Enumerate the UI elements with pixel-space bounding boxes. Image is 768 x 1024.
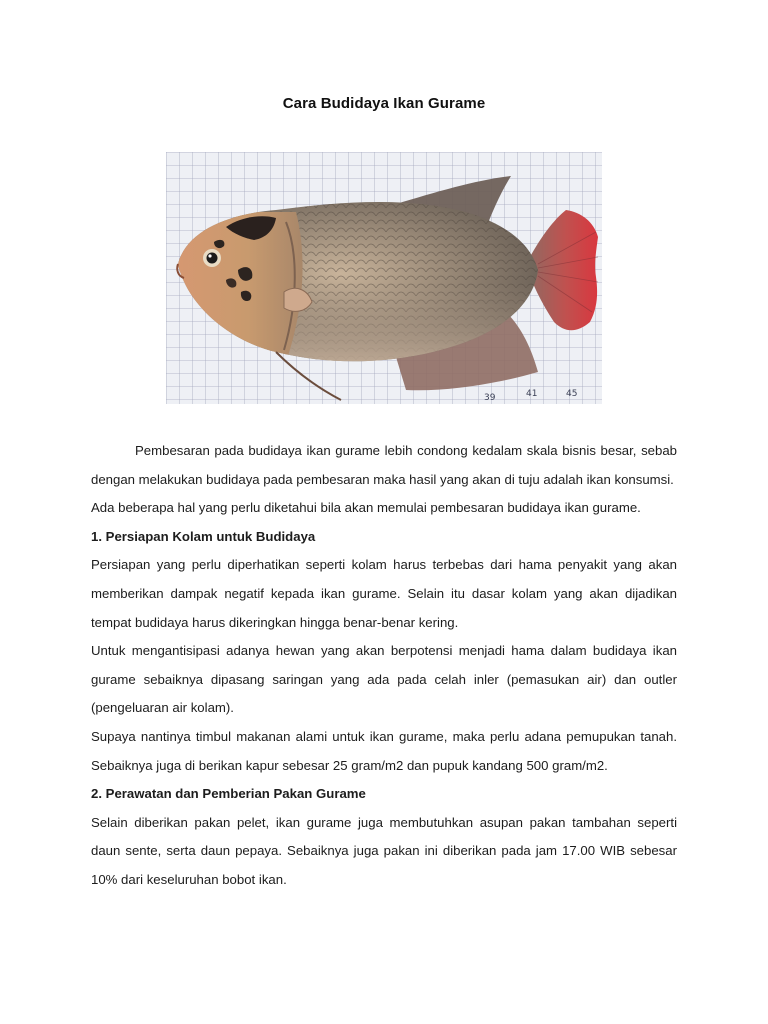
section-heading-1: 1. Persiapan Kolam untuk Budidaya <box>91 528 316 544</box>
grid-label: 41 <box>526 389 538 399</box>
grid-label: 45 <box>566 389 578 399</box>
intro-paragraph: Ada beberapa hal yang perlu diketahui bila akan memulai pembesaran budidaya ikan gurame. <box>91 500 641 516</box>
section-paragraph: Persiapan yang perlu diperhatikan seperti kolam harus terbebas dari hama penyakit yang akan memberikan dampak negatif kepada ikan gurame. Selain itu dasar kolam yang akan dijadikan tempat budidaya harus dikeringkan hingga benar-benar kering. <box>91 557 677 630</box>
section-paragraph: Selain diberikan pakan pelet, ikan gurame juga membutuhkan asupan pakan tambahan seperti daun sente, serta daun pepaya. Sebaiknya juga pakan ini diberikan pada jam 17.00 WIB sebesar 10% dari keseluruhan bobot ikan. <box>91 814 677 887</box>
fish-photo <box>166 152 602 404</box>
grid-label: 39 <box>484 393 496 403</box>
section-heading-2: 2. Perawatan dan Pemberian Pakan Gurame <box>91 786 366 802</box>
article-body <box>91 437 677 895</box>
gourami-fish-photo-icon <box>166 152 602 404</box>
section-paragraph: Supaya nantinya timbul makanan alami untuk ikan gurame, maka perlu adana pemupukan tanah. Sebaiknya juga di berikan kapur sebesar 25 gram/m2 dan pupuk kandang 500 gram/m2. <box>91 728 677 773</box>
intro-paragraph: Pembesaran pada budidaya ikan gurame lebih condong kedalam skala bisnis besar, sebab dengan melakukan budidaya pada pembesaran maka hasil yang akan di tuju adalah ikan konsumsi. <box>91 443 677 487</box>
section-paragraph: Untuk mengantisipasi adanya hewan yang akan berpotensi menjadi hama dalam budidaya ikan gurame sebaiknya dipasang saringan yang ada pada celah inler (pemasukan air) dan outler (pengeluaran air kolam). <box>91 643 677 716</box>
page-title: Cara Budidaya Ikan Gurame <box>282 95 486 112</box>
